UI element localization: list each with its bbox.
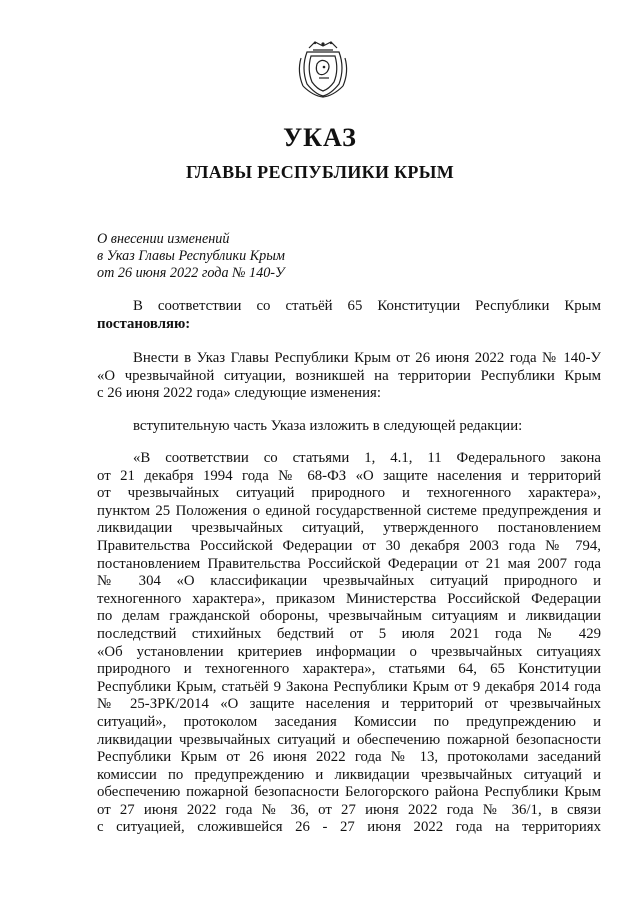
crimea-coat-of-arms-icon [295, 38, 351, 98]
paragraph-line: пунктом 25 Положения о единой государственной системе предупреждения и [97, 502, 601, 519]
paragraph-preamble [97, 298, 601, 333]
paragraph-line: Республики Крым от 26 июня 2022 года № 13, протоколами заседаний [97, 749, 601, 766]
paragraph-line: обеспечению пожарной безопасности Белогорского района Республики Крым [97, 784, 601, 801]
paragraph-line: «Об установлении критериев информации о чрезвычайных ситуациях [97, 643, 601, 660]
paragraph-line: ситуаций», протоколом заседания Комиссии по предупреждению и [97, 713, 601, 730]
paragraph-line: ликвидации чрезвычайных ситуаций и обеспечению пожарной безопасности [97, 731, 601, 748]
paragraph-amendment [97, 350, 601, 403]
document-subject [97, 231, 285, 282]
paragraph-line: «В соответствии со статьями 1, 4.1, 11 Федерального закона [133, 450, 601, 466]
paragraph-instruction [97, 418, 601, 436]
paragraph-line: от 27 июня 2022 года № 36, от 27 июня 2022 года № 36/1, в связи [97, 801, 601, 818]
paragraph-line: последствий стихийных бедствий от 5 июля 2021 года № 429 [97, 625, 601, 642]
paragraph-line: № 304 «О классификации чрезвычайных ситуаций природного и [97, 573, 601, 590]
paragraph-line: комиссии по предупреждению и ликвидации чрезвычайных ситуаций и [97, 766, 601, 783]
paragraph-line: от чрезвычайных ситуаций природного и техногенного характера», [97, 485, 601, 502]
paragraph-line: природного и техногенного характера», статьями 64, 65 Конституции [97, 661, 601, 678]
subject-line: от 26 июня 2022 года № 140-У [97, 265, 285, 281]
paragraph-line: постановлением Правительства Российской Федерации от 21 мая 2007 года [97, 555, 601, 572]
paragraph-line: ликвидации чрезвычайных ситуаций, утвержденного постановлением [97, 520, 601, 537]
paragraph-line: № 25-ЗРК/2014 «О защите населения и территорий от чрезвычайных [97, 696, 601, 713]
paragraph-new-preamble [97, 450, 601, 837]
paragraph-line: от 21 декабря 1994 года № 68-ФЗ «О защите населения и территорий [97, 467, 601, 484]
paragraph-line: «О чрезвычайной ситуации, возникшей на территории Республики Крым [97, 367, 601, 384]
paragraph-line: В соответствии со статьёй 65 Конституции Республики Крым [133, 298, 601, 314]
paragraph-line: с ситуацией, сложившейся 26 - 27 июня 2022 года на территориях [97, 819, 601, 836]
paragraph-line: Правительства Российской Федерации от 30 декабря 2003 года № 794, [97, 537, 601, 554]
paragraph-line: Внести в Указ Главы Республики Крым от 26 июня 2022 года № 140-У [133, 350, 601, 366]
paragraph-line: постановляю: [97, 315, 191, 332]
document-title: УКАЗ [283, 123, 357, 152]
paragraph-line: техногенного характера», приказом Министерства Российской Федерации [97, 590, 601, 607]
subject-line: О внесении изменений [97, 231, 230, 247]
paragraph-line: Республики Крым, статьёй 9 Закона Республики Крым от 9 декабря 2014 года [97, 678, 601, 695]
paragraph-line: с 26 июня 2022 года» следующие изменения: [97, 385, 381, 402]
subject-line: в Указ Главы Республики Крым [97, 248, 285, 264]
document-subtitle: ГЛАВЫ РЕСПУБЛИКИ КРЫМ [186, 162, 454, 182]
paragraph-line: по делам гражданской обороны, чрезвычайным ситуациям и ликвидации [97, 608, 601, 625]
paragraph-line: вступительную часть Указа изложить в следующей редакции: [133, 418, 523, 434]
